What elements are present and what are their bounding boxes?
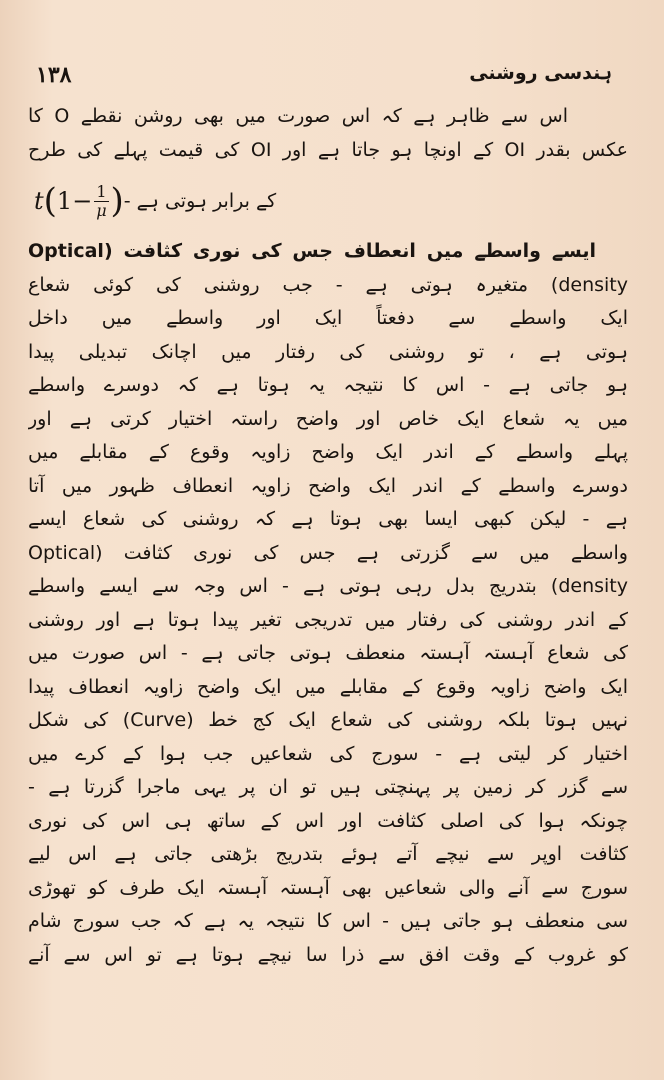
text-line: ہو جاتی ہے - اس کا نتیجہ یہ ہوتا ہے کہ دوسرے واسطے bbox=[28, 374, 628, 396]
formula-one: 1 bbox=[56, 187, 73, 215]
text-line: نہیں ہوتا بلکہ روشنی کی شعاع ایک کج خط (Curve) کی شکل bbox=[28, 709, 628, 731]
text-line: سورج سے آنے والی شعاعیں بھی آہستہ آہستہ ایک طرف کو تھوڑی bbox=[28, 876, 628, 899]
text-line: ایک واسطے سے دفعتاً ایک اور واسطے میں داخل bbox=[28, 307, 628, 329]
formula-close-paren: ) bbox=[110, 181, 124, 221]
formula bbox=[34, 181, 124, 221]
running-title: ہندسی روشنی bbox=[469, 62, 612, 84]
text-line: چونکہ ہوا کی اصلی کثافت اور اس کے ساتھ ہی اس کی نوری bbox=[28, 809, 628, 832]
text-line: میں یہ شعاع ایک خاص اور واضح راستہ اختیار کرتی ہے اور bbox=[28, 407, 628, 430]
text-line: density) متغیرہ ہوتی ہے - جب روشنی کی کوئی شعاع bbox=[28, 273, 628, 296]
page-header bbox=[36, 62, 612, 92]
text-line: کو غروب کے وقت افق سے ذرا سا نیچے ہوتا ہے تو اس سے آنے bbox=[28, 943, 628, 966]
body-text bbox=[28, 100, 628, 972]
formula-minus: − bbox=[72, 187, 93, 215]
text-line: density) بتدریج بدل رہی ہوتی ہے - اس وجہ سے ایسے واسطے bbox=[28, 575, 628, 597]
text-line: اختیار کر لیتی ہے - سورج کی شعاعیں جب ہوا کے کرے میں bbox=[28, 742, 628, 765]
text-line: سے گزر کر زمین پر پہنچتی ہیں تو ان پر یہی ماجرا گزرتا ہے - bbox=[28, 776, 628, 798]
page-number: ۱۳۸ bbox=[36, 62, 72, 88]
text-line: عکس بقدر OI کے اونچا ہو جاتا ہے اور OI کی قیمت پہلے کی طرح bbox=[28, 138, 628, 161]
text-line: ایسے واسطے میں انعطاف جس کی نوری کثافت (Optical bbox=[28, 240, 596, 262]
text-line: کثافت اوپر سے نیچے آتے ہوئے بتدریج بڑھتی جاتی ہے اس لیے bbox=[28, 843, 628, 865]
formula-variable: t bbox=[34, 187, 44, 215]
text-line: ہوتی ہے ، تو روشنی کی رفتار میں اچانک تبدیلی پیدا bbox=[28, 340, 628, 363]
text-line: پہلے واسطے کے اندر ایک واضح زاویہ وقوع کے مقابلے میں bbox=[28, 441, 628, 463]
fraction-denominator: μ bbox=[96, 200, 107, 220]
text-line: کی شعاع آہستہ آہستہ منعطف ہوتی جاتی ہے - اس صورت میں bbox=[28, 642, 628, 664]
formula-line bbox=[28, 167, 628, 235]
formula-fraction bbox=[94, 183, 108, 220]
text-line: ایک واضح زاویہ وقوع کے مقابلے میں ایک واضح زاویہ انعطاف پیدا bbox=[28, 675, 628, 698]
text-line: سی منعطف ہو جاتی ہیں - اس کا نتیجہ یہ ہے کہ جب سورج شام bbox=[28, 910, 628, 932]
text-line: ہے - لیکن کبھی ایسا بھی ہوتا ہے کہ روشنی کی شعاع ایسے bbox=[28, 508, 628, 530]
text-line: واسطے میں سے گزرتی ہے جس کی نوری کثافت (Optical bbox=[28, 541, 628, 564]
fraction-numerator: 1 bbox=[96, 181, 107, 201]
text-line: کے اندر روشنی کی رفتار میں تدریجی تغیر پیدا ہوتا ہے اور روشنی bbox=[28, 608, 628, 631]
text-line: اس سے ظاہر ہے کہ اس صورت میں بھی روشن نقطے O کا bbox=[28, 105, 569, 127]
text-line: دوسرے واسطے کے اندر ایک واضح زاویہ انعطاف ظہور میں آتا bbox=[28, 474, 628, 497]
formula-open-paren: ( bbox=[43, 181, 57, 221]
formula-trailing-text: کے برابر ہوتی ہے - bbox=[123, 190, 277, 212]
